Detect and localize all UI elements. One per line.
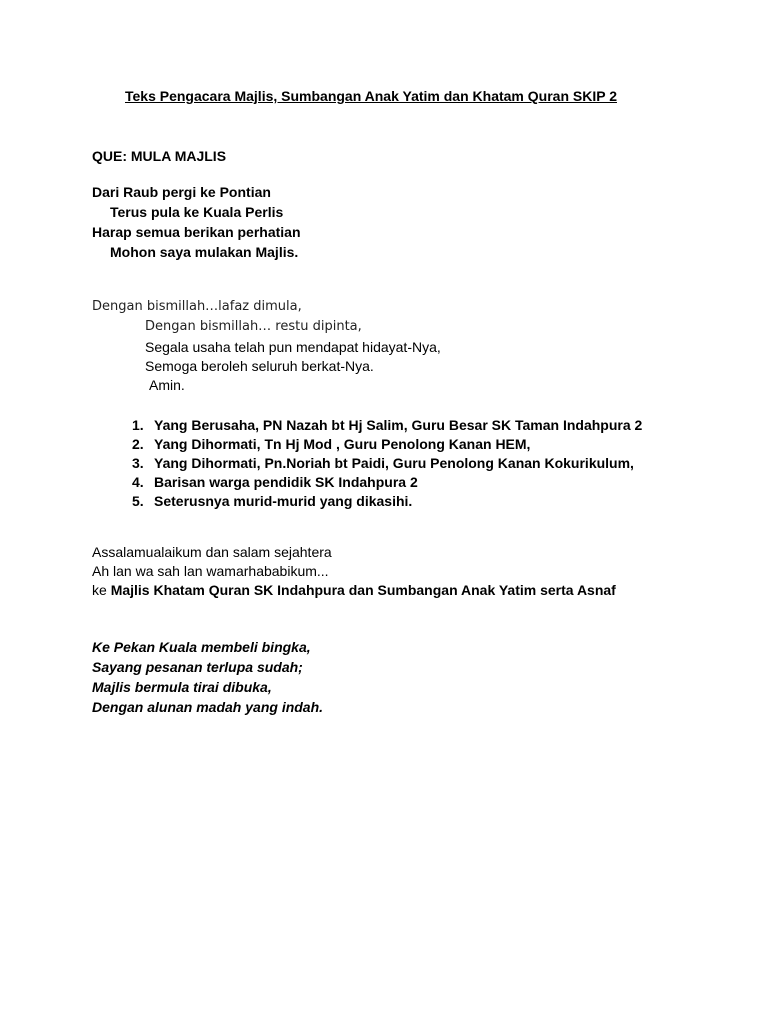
salutation-text: Yang Berusaha, PN Nazah bt Hj Salim, Guru Besar SK Taman Indahpura 2 (154, 417, 643, 433)
bismillah-line: Amin. (149, 377, 185, 393)
pantun-closing-line: Sayang pesanan terlupa sudah; (92, 659, 303, 675)
pantun-opening-line: Mohon saya mulakan Majlis. (110, 244, 299, 260)
list-number: 5. (132, 493, 144, 509)
salutation-text: Seterusnya murid-murid yang dikasihi. (154, 493, 413, 509)
cue-heading: QUE: MULA MAJLIS (92, 148, 227, 164)
document-title: Teks Pengacara Majlis, Sumbangan Anak Yatim dan Khatam Quran SKIP 2 (125, 88, 617, 104)
salutation-item (132, 492, 412, 510)
bismillah-line: Dengan bismillah… restu dipinta, (145, 319, 362, 334)
greeting-prefix: ke (92, 582, 111, 598)
pantun-closing-line: Dengan alunan madah yang indah. (92, 699, 324, 715)
pantun-closing-line: Ke Pekan Kuala membeli bingka, (92, 639, 311, 655)
list-number: 1. (132, 417, 144, 433)
greeting-line (92, 581, 616, 599)
pantun-opening-line: Dari Raub pergi ke Pontian (92, 184, 271, 200)
salutation-item (132, 473, 418, 491)
salutation-text: Barisan warga pendidik SK Indahpura 2 (154, 474, 418, 490)
pantun-opening-line: Terus pula ke Kuala Perlis (110, 204, 284, 220)
bismillah-line: Segala usaha telah pun mendapat hidayat-Nya, (145, 339, 441, 355)
pantun-opening-line: Harap semua berikan perhatian (92, 224, 301, 240)
salutation-item (132, 454, 634, 472)
pantun-closing-line: Majlis bermula tirai dibuka, (92, 679, 272, 695)
salutation-text: Yang Dihormati, Tn Hj Mod , Guru Penolong Kanan HEM, (154, 436, 531, 452)
event-name: Majlis Khatam Quran SK Indahpura dan Sumbangan Anak Yatim serta Asnaf (110, 582, 616, 598)
greeting-line: Assalamualaikum dan salam sejahtera (92, 544, 332, 560)
salutation-item (132, 435, 530, 453)
list-number: 4. (132, 474, 144, 490)
list-number: 2. (132, 436, 144, 452)
salutation-item (132, 416, 642, 434)
list-number: 3. (132, 455, 144, 471)
bismillah-line: Semoga beroleh seluruh berkat-Nya. (145, 358, 374, 374)
bismillah-line: Dengan bismillah…lafaz dimula, (92, 299, 302, 314)
greeting-line: Ah lan wa sah lan wamarhababikum... (92, 563, 329, 579)
salutation-text: Yang Dihormati, Pn.Noriah bt Paidi, Guru Penolong Kanan Kokurikulum, (154, 455, 634, 471)
